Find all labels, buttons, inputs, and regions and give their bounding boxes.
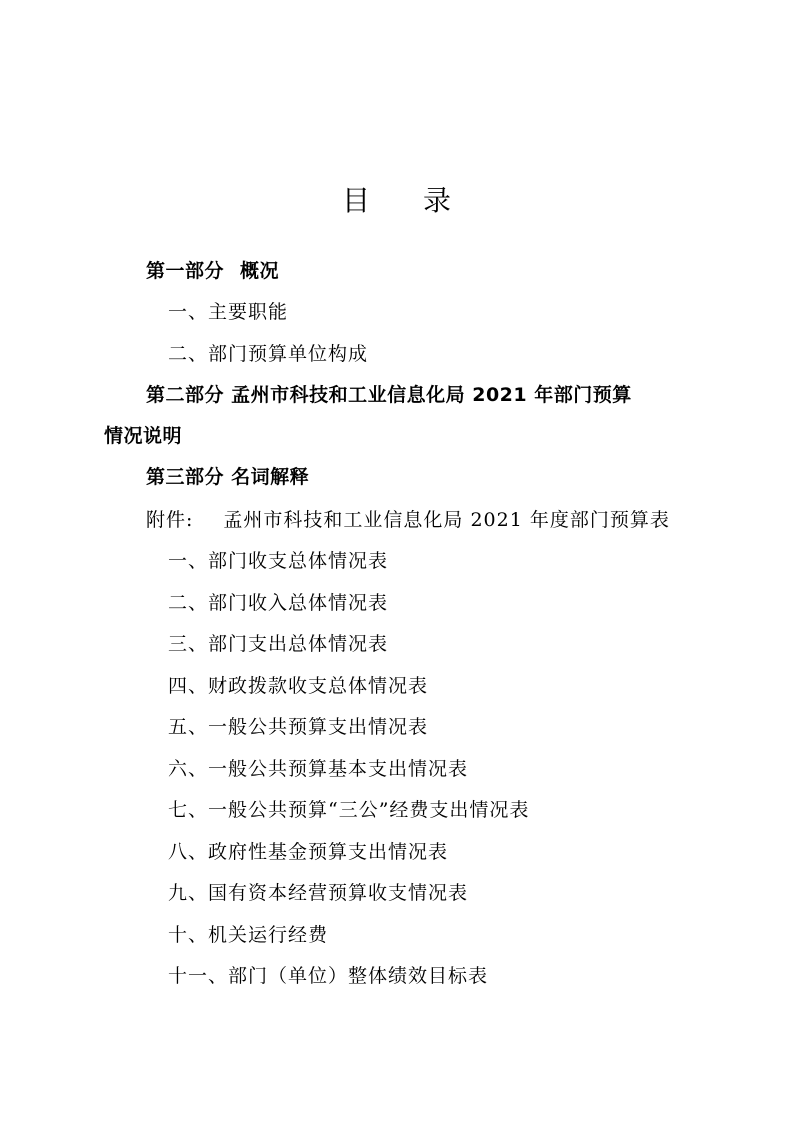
appendix-item-10: 十、机关运行经费 [168, 924, 329, 946]
appendix-item-5: 五、一般公共预算支出情况表 [168, 716, 429, 738]
toc-title: 目 录 [342, 184, 473, 217]
part3-heading: 第三部分 名词解释 [146, 466, 310, 488]
part1-label: 第一部分 [146, 260, 225, 282]
appendix-item-9: 九、国有资本经营预算收支情况表 [168, 882, 469, 904]
toc-item-main-functions: 一、主要职能 [168, 301, 289, 323]
part1-name: 概况 [240, 260, 280, 282]
appendix-item-1: 一、部门收支总体情况表 [168, 550, 389, 572]
appendix-label: 附件: [146, 509, 194, 531]
appendix-name: 孟州市科技和工业信息化局 2021 年度部门预算表 [223, 509, 670, 531]
part2-heading-line2: 情况说明 [104, 425, 183, 447]
appendix-item-4: 四、财政拨款收支总体情况表 [168, 675, 429, 697]
part1-heading [146, 258, 279, 284]
appendix-item-6: 六、一般公共预算基本支出情况表 [168, 758, 469, 780]
toc-item-budget-units: 二、部门预算单位构成 [168, 343, 369, 365]
appendix-item-3: 三、部门支出总体情况表 [168, 633, 389, 655]
appendix-item-11: 十一、部门（单位）整体绩效目标表 [168, 965, 489, 987]
appendix-item-8: 八、政府性基金预算支出情况表 [168, 841, 449, 863]
appendix-heading [146, 507, 670, 533]
part2-heading-line1: 第二部分 孟州市科技和工业信息化局 2021 年部门预算 [146, 384, 632, 406]
appendix-item-7: 七、一般公共预算“三公”经费支出情况表 [168, 799, 530, 821]
appendix-item-2: 二、部门收入总体情况表 [168, 592, 389, 614]
